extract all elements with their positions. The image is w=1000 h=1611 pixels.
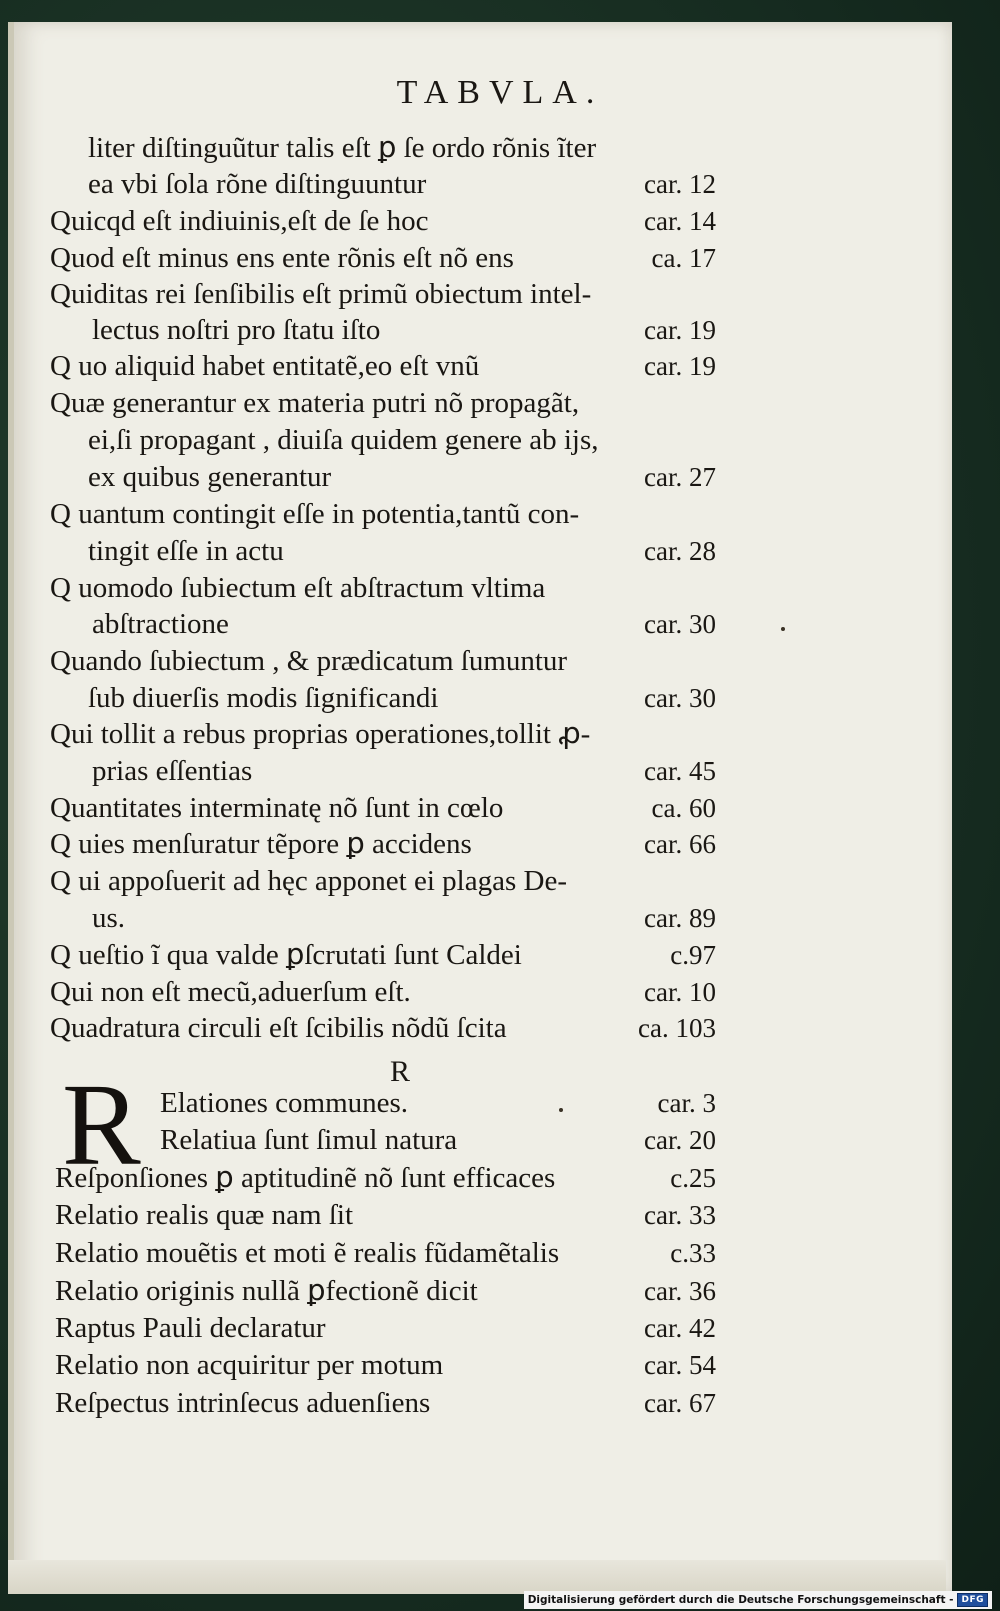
index-entry-folio-ref: car. 12 [644,169,716,199]
index-entry-text: Q ueſtio ĩ qua valde ꝑſcrutati ſunt Caldei [50,939,522,971]
ink-speck [559,1108,563,1112]
index-entry-folio-ref: ca. 60 [651,793,716,823]
index-entry-text: Reſpectus intrinſecus aduenſiens [55,1387,431,1419]
digitization-footer [524,1591,992,1609]
index-entry-text: Raptus Pauli declaratur [55,1312,326,1344]
index-entry-text: Quiditas rei ſenſibilis eſt primũ obiectum intel- [50,278,592,310]
index-entry-folio-ref: car. 28 [644,536,716,566]
index-entry-text: ea vbi ſola rõne diſtinguuntur [88,168,427,200]
index-entry-text: Qui tollit a rebus proprias operationes,tollit ꝓ- [50,718,591,750]
drop-cap-initial: R [62,1059,141,1190]
index-entry-text: lectus noſtri pro ſtatu iſto [92,314,381,346]
index-entry-folio-ref: car. 30 [644,609,716,639]
index-entry-text: Q uantum contingit eſſe in potentia,tantũ con- [50,498,580,530]
index-entry-text: us. [92,902,126,934]
index-entry-text: Q uo aliquid habet entitatẽ,eo eſt vnũ [50,350,480,382]
index-entry-folio-ref: c.97 [670,940,716,970]
index-entry-folio-ref: ca. 17 [651,243,716,273]
index-entry-text: ex quibus generantur [88,461,332,493]
index-entry-folio-ref: car. 20 [644,1125,716,1155]
page-header: TABVLA. [396,74,604,111]
index-entry-text: Quod eſt minus ens ente rõnis eſt nõ ens [50,242,514,274]
index-entry-folio-ref: ca. 103 [638,1013,716,1043]
index-entry-text: prias eſſentias [92,755,253,787]
section-letter: R [389,1055,410,1088]
index-entry-text: Relatio realis quæ nam ſit [55,1199,354,1231]
index-entry-text: Qui non eſt mecũ,aduerſum eſt. [50,976,411,1008]
index-entry-folio-ref: car. 36 [644,1276,716,1306]
index-entry-text: Q uomodo ſubiectum eſt abſtractum vltima [50,572,546,604]
index-entry-folio-ref: car. 19 [644,315,716,345]
index-entry-text: Quando ſubiectum , & prædicatum ſumuntur [50,645,568,677]
index-entry-folio-ref: car. 19 [644,351,716,381]
index-entry-folio-ref: car. 33 [644,1200,716,1230]
index-entry-text: Reſponſiones ꝑ aptitudinẽ nõ ſunt efficaces [55,1162,556,1194]
index-entry-folio-ref: car. 54 [644,1350,716,1380]
index-entry-folio-ref: car. 27 [644,462,716,492]
index-entry-text: ei,ſi propagant , diuiſa quidem genere ab ĳs, [88,424,599,456]
index-entry-folio-ref: car. 3 [657,1088,716,1118]
index-entry-text: Quadratura circuli eſt ſcibilis nõdũ ſcita [50,1012,507,1044]
index-entry-text: Quicqd eſt indiuinis,eſt de ſe hoc [50,205,429,237]
page-bottom-edge [8,1560,946,1594]
index-entry-folio-ref: c.33 [670,1238,716,1268]
index-entry-folio-ref: car. 42 [644,1313,716,1343]
index-entry-folio-ref: car. 10 [644,977,716,1007]
footer-text: Digitalisierung gefördert durch die Deutsche Forschungsgemeinschaft - [527,1594,954,1606]
index-entry-folio-ref: car. 89 [644,903,716,933]
index-entry-folio-ref: c.25 [670,1163,716,1193]
index-entry-folio-ref: car. 14 [644,206,716,236]
index-entry-text: tingit eſſe in actu [88,535,284,567]
index-entry-folio-ref: car. 67 [644,1388,716,1418]
index-entry-text: Relatiua ſunt ſimul natura [160,1124,458,1156]
index-entry-folio-ref: car. 66 [644,829,716,859]
index-entry-text: Q ui appoſuerit ad hęc apponet ei plagas De- [50,865,567,897]
index-entry-text: Elationes communes. [160,1087,409,1119]
index-entry-text: ſub diuerſis modis ſignificandi [88,682,439,714]
index-entry-text: Relatio non acquiritur per motum [55,1349,444,1381]
index-entry-text: Relatio originis nullã ꝑfectionẽ dicit [55,1275,478,1307]
index-entry-text: Relatio mouẽtis et moti ẽ realis fũdamẽtalis [55,1237,560,1269]
index-entry-text: Q uies menſuratur tẽpore ꝑ accidens [50,828,472,860]
dfg-logo-icon: DFG [957,1593,988,1607]
index-entry-text: Quæ generantur ex materia putri nõ propagãt, [50,387,580,419]
index-entry-folio-ref: car. 30 [644,683,716,713]
index-entry-text: Quantitates interminatę nõ ſunt in cœlo [50,792,504,824]
index-entry-text: abſtractione [92,608,229,640]
index-entry-text: liter diſtinguũtur talis eſt ꝑ ſe ordo rõnis ĩter [88,132,597,164]
ink-speck [781,627,785,631]
index-entry-folio-ref: car. 45 [644,756,716,786]
